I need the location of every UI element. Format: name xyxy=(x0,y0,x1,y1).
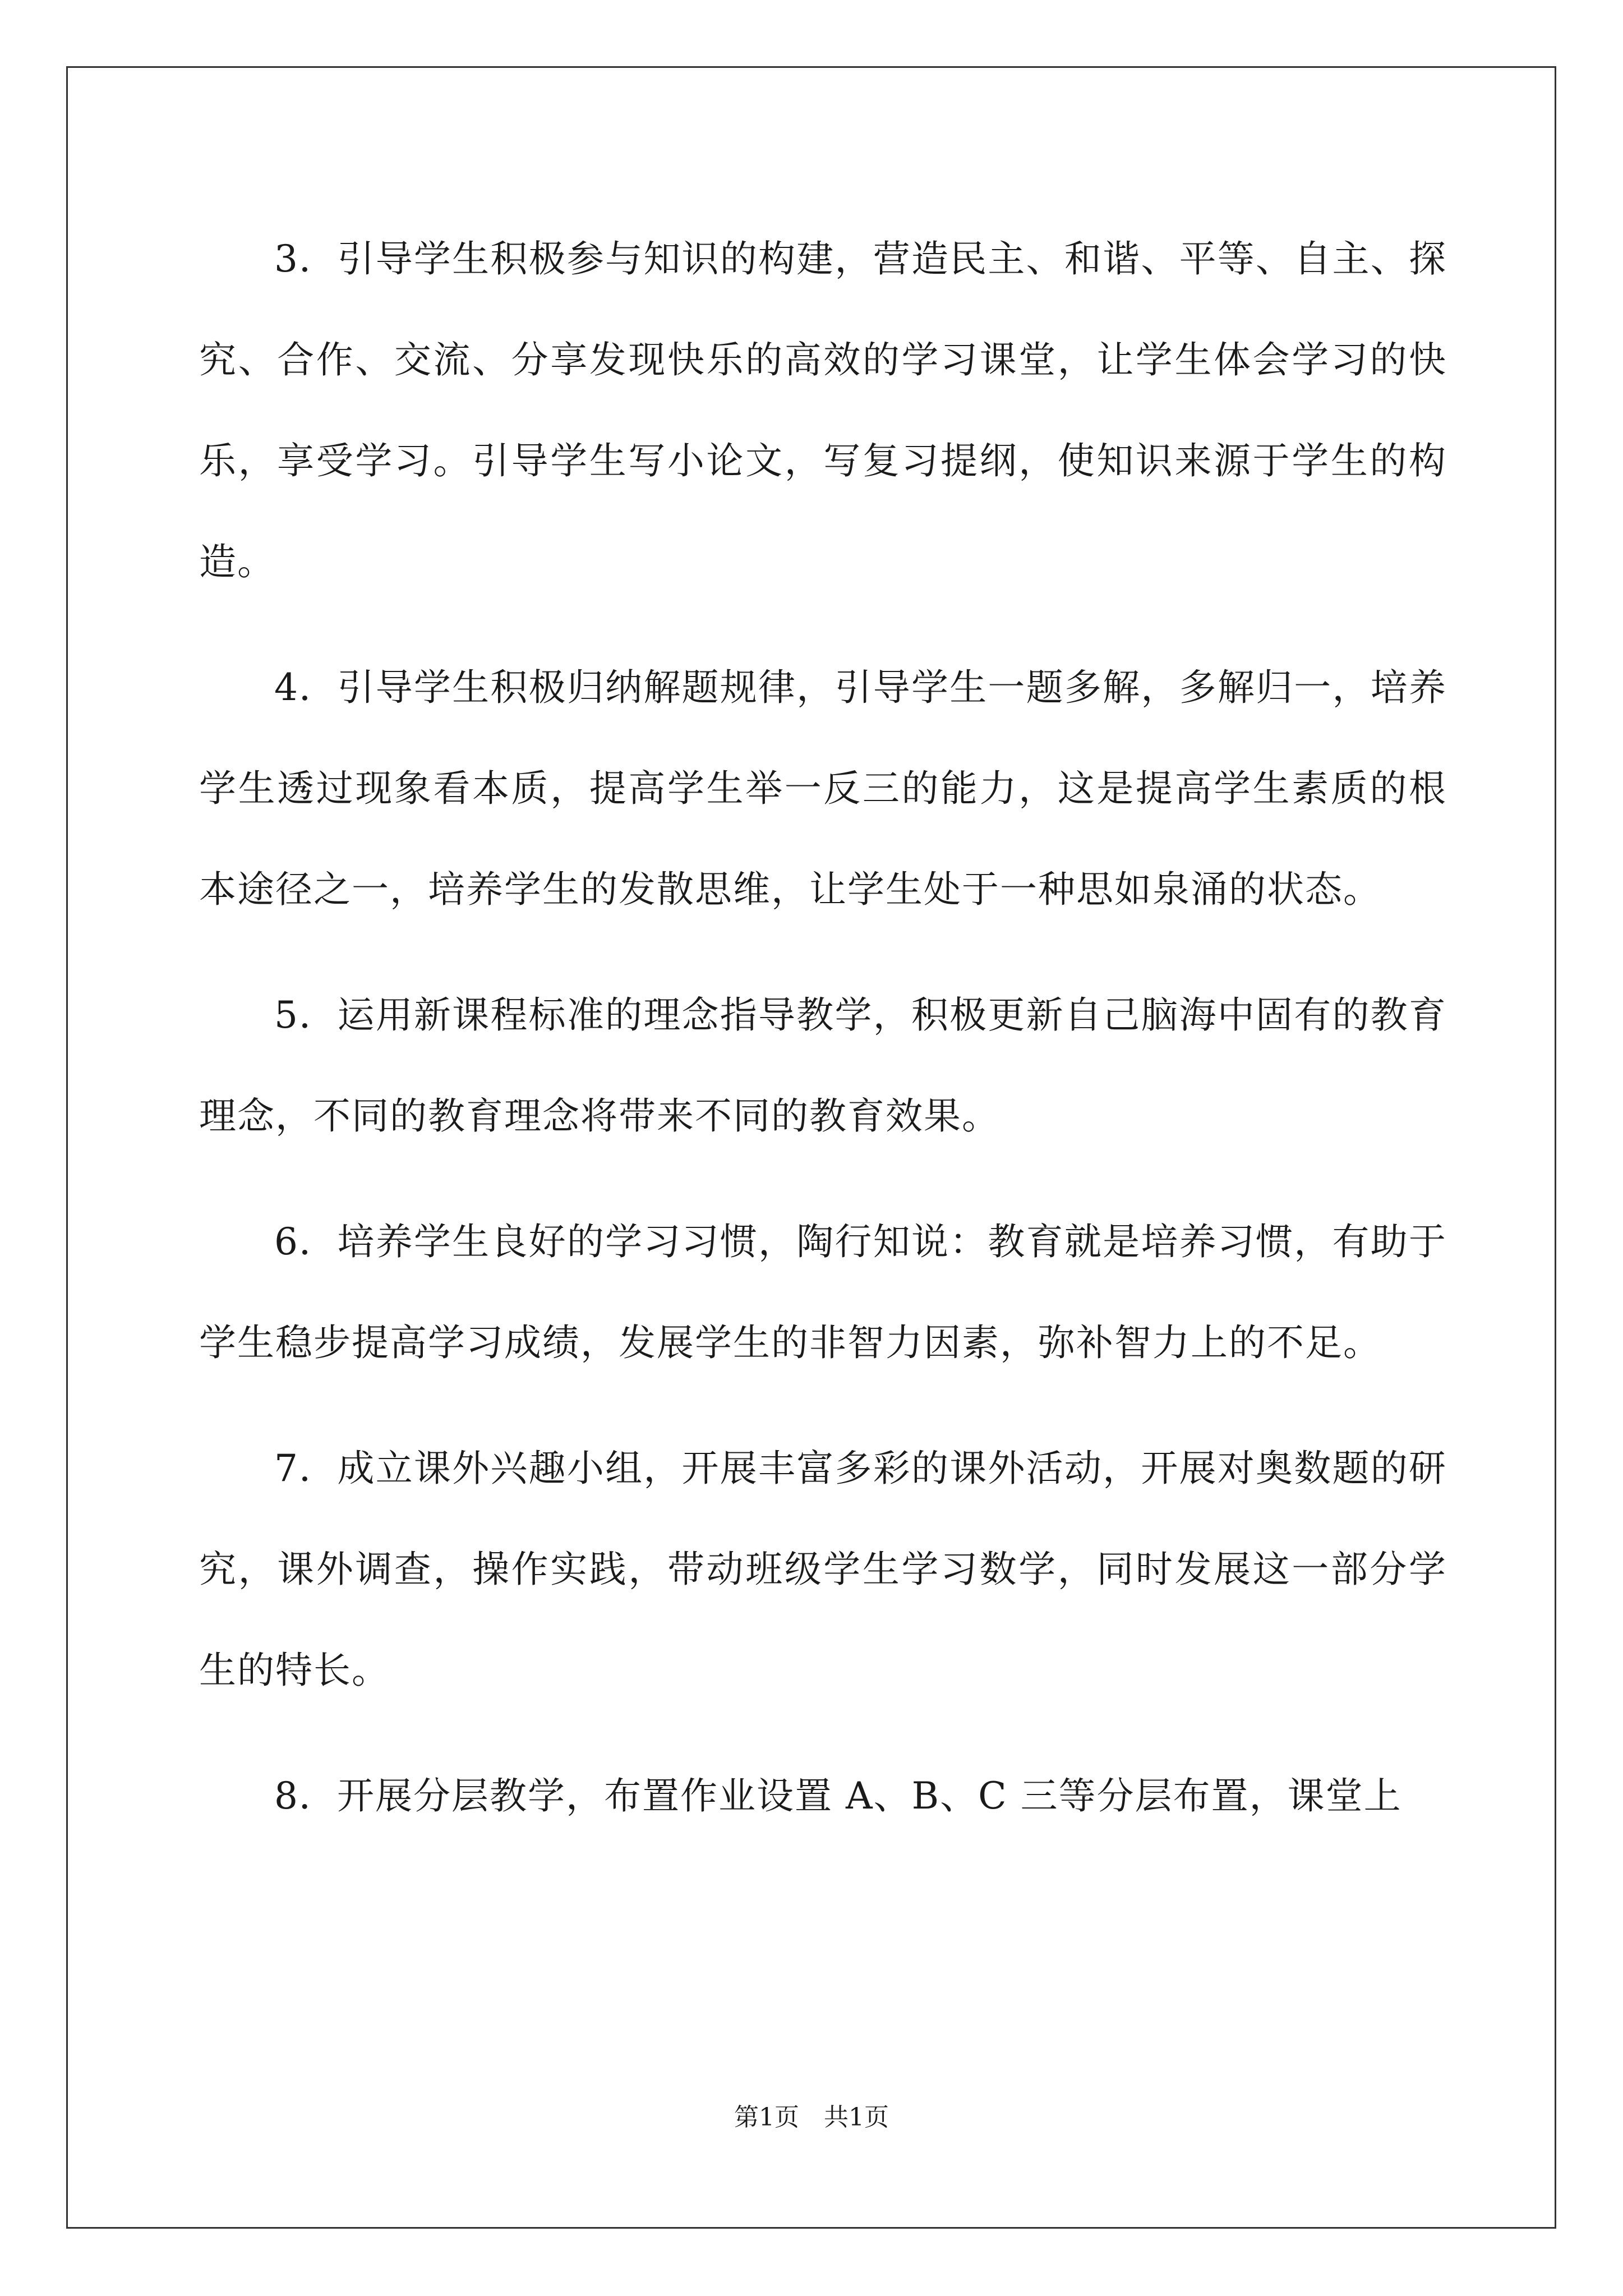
paragraph-4: 4．引导学生积极归纳解题规律，引导学生一题多解，多解归一，培养学生透过现象看本质，提高学生举一反三的能力，这是提高学生素质的根本途径之一，培养学生的发散思维，让学生处于一种思如泉涌的状态。 xyxy=(199,666,1447,911)
paragraph-5: 5．运用新课程标准的理念指导教学，积极更新自己脑海中固有的教育理念，不同的教育理念将带来不同的教育效果。 xyxy=(199,993,1447,1138)
paragraph-3: 3．引导学生积极参与知识的构建，营造民主、和谐、平等、自主、探究、合作、交流、分享发现快乐的高效的学习课堂，让学生体会学习的快乐，享受学习。引导学生写小论文，写复习提纲，使知识来源于学生的构造。 xyxy=(199,237,1447,583)
page-number-footer: 第1页 共1页 xyxy=(734,2103,889,2132)
paragraph-8: 8．开展分层教学，布置作业设置 A、B、C 三等分层布置，课堂上 xyxy=(274,1774,1402,1818)
document-body xyxy=(199,209,1447,1871)
paragraph-7: 7．成立课外兴趣小组，开展丰富多彩的课外活动，开展对奥数题的研究，课外调查，操作实践，带动班级学生学习数学，同时发展这一部分学生的特长。 xyxy=(199,1447,1447,1692)
paragraph-6: 6．培养学生良好的学习习惯，陶行知说：教育就是培养习惯，有助于学生稳步提高学习成绩，发展学生的非智力因素，弥补智力上的不足。 xyxy=(199,1220,1447,1364)
